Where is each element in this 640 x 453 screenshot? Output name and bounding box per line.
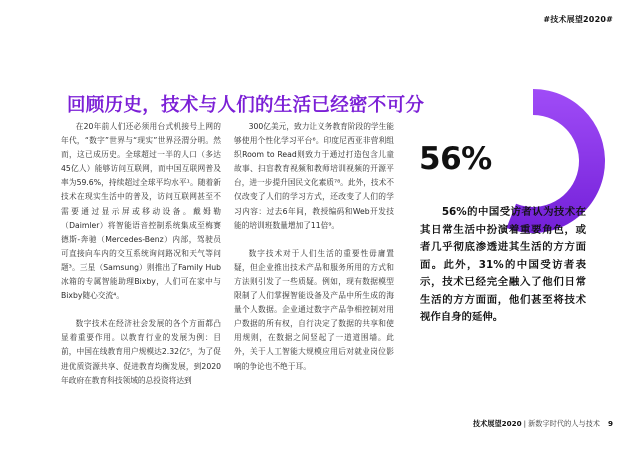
page-number: 9 (607, 419, 613, 428)
footer-subtitle: 新数字时代的人与技术 (528, 419, 600, 428)
body-column-left (61, 120, 221, 388)
footer-brand: 技术展望2020 (472, 419, 522, 428)
header-tag: #技术展望2020# (543, 15, 613, 24)
page-title: 回顾历史，技术与人们的生活已经密不可分 (67, 95, 425, 116)
paragraph: 300亿美元，致力让义务教育阶段的学生能够使用个性化学习平台⁶。印度尼西亚非营利组织Room to Read则致力于通过打造包含儿童故事、扫盲教育视频和教师培训视频的开源平台，进一步提升国民文化素质⁷⁸。此外，技术不仅改变了人们的学习方式，还改变了人们的学习内容：过去6年间，教授编码和Web开发技能的培训班数量增加了11倍⁹。 (234, 122, 394, 230)
footer-separator: | (523, 419, 527, 428)
paragraph: 数字技术对于人们生活的重要性毋庸置疑，但企业推出技术产品和服务所用的方式和方法则引发了一些质疑。例如，现有数据模型限制了人们掌握智能设备及产品中所生成的海量个人数据。企业通过数字产品争相控制对用户数据的所有权，自行决定了数据的共享和使用规则，在数据之间竖起了一道道围墙。此外，关于人工智能大规模应用后对就业岗位影响的争论也不绝于耳。 (234, 248, 394, 371)
body-column-right (234, 120, 394, 374)
page-footer (473, 419, 613, 429)
stat-percentage: 56% (419, 141, 492, 177)
stat-callout (420, 204, 586, 327)
paragraph: 在20年前人们还必须用台式机接号上网的年代，“数字”世界与“现实”世界泾渭分明。然而，这已成历史。全球超过一半的人口（多达45亿人）能够访问互联网，而中国互联网普及率为59.6%，持续超过全球平均水平¹。随着新技术在现实生活中的普及，访问互联网甚至不需要通过显示屏或移动设备。戴姆勒（Daimler）将智能语音控制系统集成至梅赛德斯-奔驰（Mercedes-Benz）内部，驾驶员可直接向车内的交互系统询问路况和天气等问题³。三星（Samsung）则推出了Family Hub冰箱的专属智能助理Bixby，人们可在家中与Bixby随心交流⁴。 (61, 122, 221, 301)
callout-text: 56%的中国受访者认为技术在其日常生活中扮演着重要角色，或者几乎彻底渗透进其生活的方方面面。此外，31%的中国受访者表示，技术已经完全融入了他们日常生活的方方面面，他们甚至将技术视作自身的延伸。 (420, 206, 586, 323)
paragraph: 数字技术在经济社会发展的各个方面都凸显着重要作用。以教育行业的发展为例：目前，中国在线教育用户规模达2.32亿⁵，为了促进优质资源共享、促进教育均衡发展，到2020年政府在教育科技领域的总投资将达到 (61, 319, 221, 385)
